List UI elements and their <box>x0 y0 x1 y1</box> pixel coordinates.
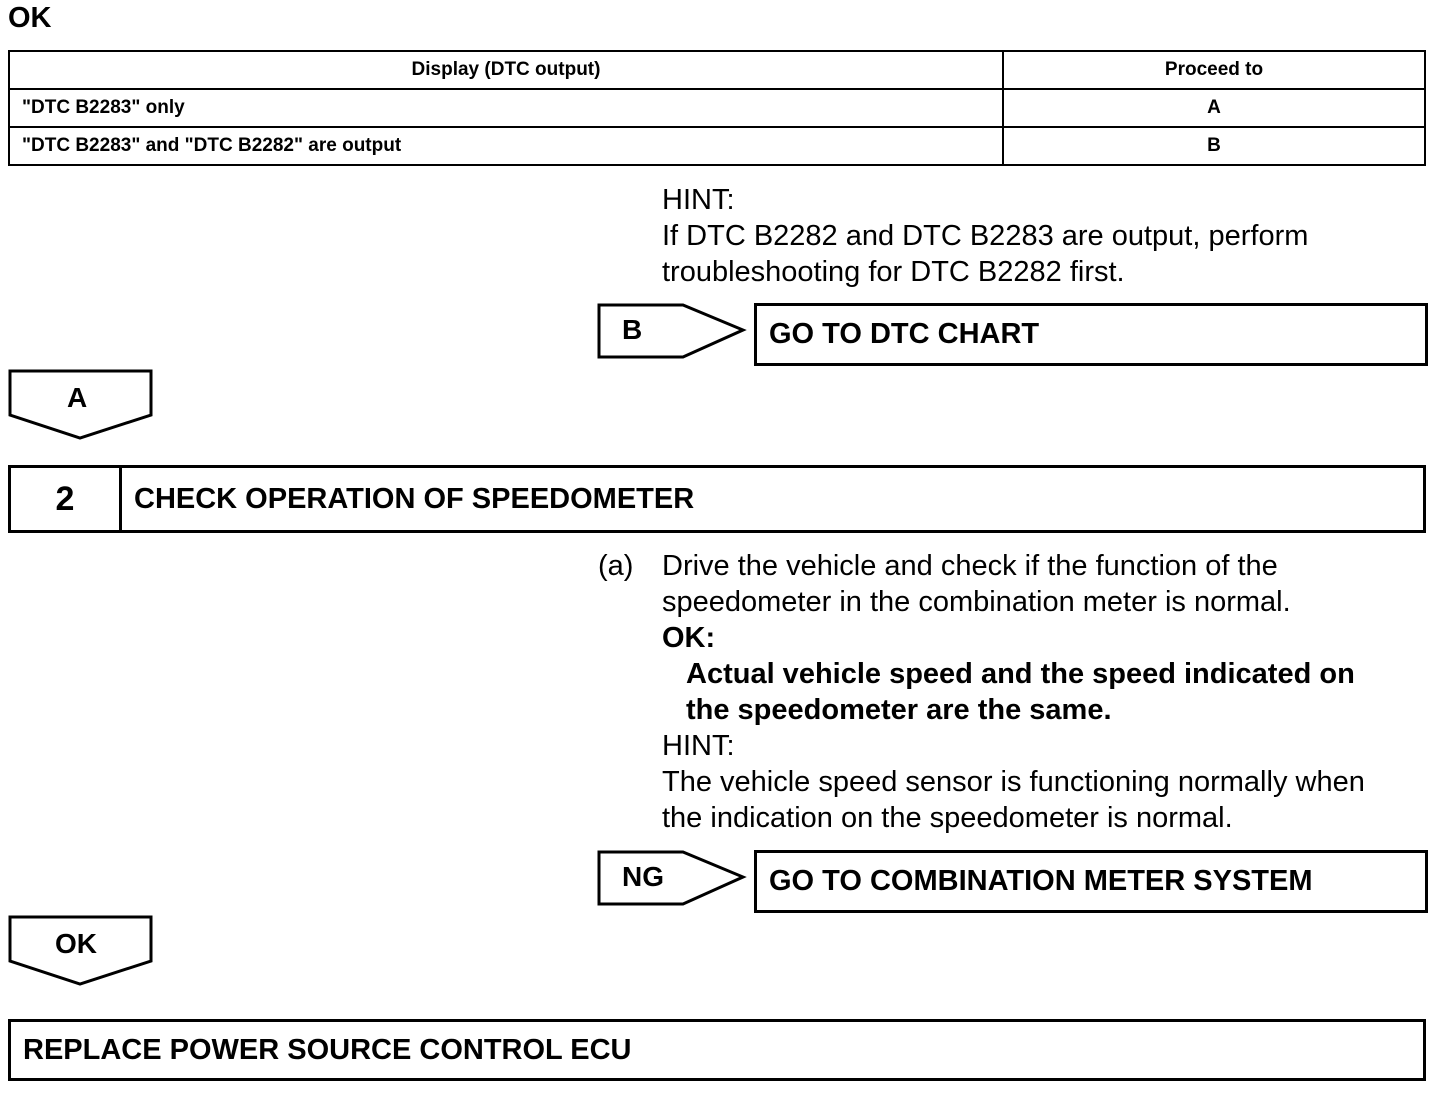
goto-dtc-chart-link[interactable]: GO TO DTC CHART <box>754 303 1428 366</box>
step-number: 2 <box>11 468 122 530</box>
ok-criteria-label: OK: <box>662 622 716 654</box>
table-row <box>9 89 1425 127</box>
hint-block-1 <box>662 182 1308 290</box>
table-row <box>9 127 1425 165</box>
branch-ng-label: NG <box>622 861 664 892</box>
goto-combination-meter-link[interactable]: GO TO COMBINATION METER SYSTEM <box>754 850 1428 913</box>
dtc-table <box>8 50 1426 166</box>
branch-ok-label: OK <box>55 928 97 959</box>
hint-text-line: the indication on the speedometer is normal. <box>662 802 1233 834</box>
hint-text-line: troubleshooting for DTC B2282 first. <box>662 256 1125 288</box>
instruction-line: speedometer in the combination meter is normal. <box>662 586 1291 618</box>
step-2-header <box>8 465 1426 533</box>
step-title: CHECK OPERATION OF SPEEDOMETER <box>134 482 695 515</box>
final-action-box: REPLACE POWER SOURCE CONTROL ECU <box>8 1019 1426 1081</box>
instruction-line: Drive the vehicle and check if the function of the <box>662 550 1278 582</box>
branch-ng-arrow-icon <box>597 850 747 906</box>
table-header-display: Display (DTC output) <box>9 51 1003 89</box>
ok-criteria-line: Actual vehicle speed and the speed indicated on <box>686 658 1355 690</box>
table-cell-proceed: B <box>1003 127 1425 165</box>
hint-label: HINT: <box>662 730 735 762</box>
table-cell-display: "DTC B2283" and "DTC B2282" are output <box>9 127 1003 165</box>
step-item-marker: (a) <box>598 550 634 582</box>
branch-b-arrow-icon <box>597 303 747 359</box>
branch-a-label: A <box>67 382 88 413</box>
table-header-row <box>9 51 1425 89</box>
ok-criteria-line: the speedometer are the same. <box>686 694 1112 726</box>
hint-text-line: The vehicle speed sensor is functioning normally when <box>662 766 1365 798</box>
result-ok-heading: OK <box>8 2 52 34</box>
table-cell-display: "DTC B2283" only <box>9 89 1003 127</box>
hint-text-line: If DTC B2282 and DTC B2283 are output, perform <box>662 220 1309 252</box>
table-header-proceed: Proceed to <box>1003 51 1425 89</box>
hint-label: HINT: <box>662 184 735 216</box>
step-2-content <box>662 548 1442 836</box>
table-cell-proceed: A <box>1003 89 1425 127</box>
branch-b-label: B <box>622 314 643 345</box>
